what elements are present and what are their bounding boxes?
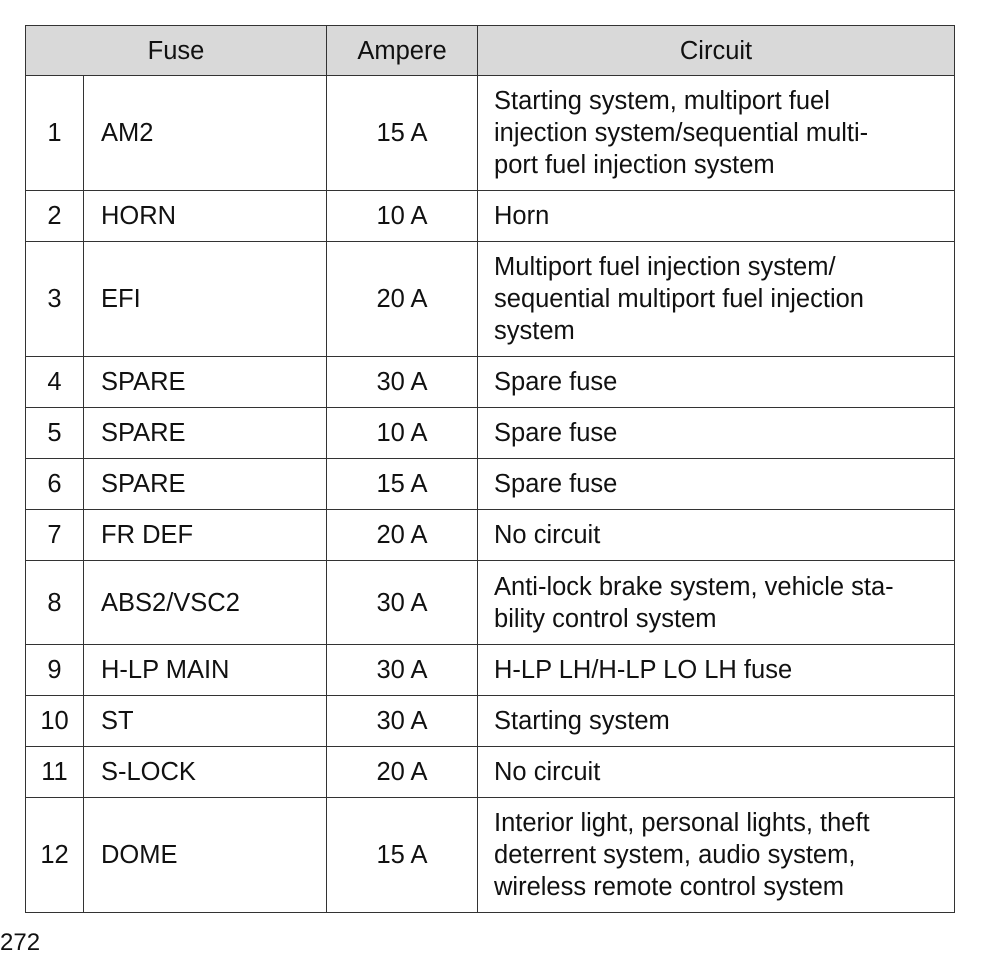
fuse-ampere: 20 A	[327, 510, 478, 561]
fuse-circuit	[478, 459, 955, 510]
fuse-number: 4	[26, 357, 84, 408]
fuse-name: AM2	[84, 76, 327, 191]
fuse-number: 3	[26, 242, 84, 357]
fuse-circuit	[478, 696, 955, 747]
fuse-number: 7	[26, 510, 84, 561]
table-row	[26, 408, 955, 459]
table-row	[26, 747, 955, 798]
table-row	[26, 76, 955, 191]
fuse-name: HORN	[84, 191, 327, 242]
circuit-line: Multiport fuel injection system/	[494, 253, 836, 281]
table-row	[26, 561, 955, 645]
fuse-ampere: 10 A	[327, 408, 478, 459]
circuit-line: Interior light, personal lights, theft	[494, 809, 870, 837]
fuse-table	[25, 25, 955, 913]
fuse-number: 8	[26, 561, 84, 645]
table-row	[26, 191, 955, 242]
fuse-number: 1	[26, 76, 84, 191]
header-fuse: Fuse	[26, 26, 327, 76]
page-number: 272	[0, 929, 41, 956]
table-row	[26, 696, 955, 747]
fuse-circuit	[478, 510, 955, 561]
fuse-ampere: 30 A	[327, 357, 478, 408]
fuse-name: EFI	[84, 242, 327, 357]
fuse-ampere: 20 A	[327, 747, 478, 798]
circuit-line: port fuel injection system	[494, 151, 775, 179]
fuse-name: FR DEF	[84, 510, 327, 561]
circuit-line: wireless remote control system	[494, 873, 845, 901]
fuse-circuit	[478, 561, 955, 645]
fuse-name: SPARE	[84, 408, 327, 459]
circuit-line: No circuit	[494, 758, 601, 786]
fuse-circuit	[478, 357, 955, 408]
header-row	[26, 26, 955, 76]
header-circuit: Circuit	[478, 26, 955, 76]
fuse-ampere: 30 A	[327, 696, 478, 747]
table-row	[26, 798, 955, 913]
fuse-ampere: 20 A	[327, 242, 478, 357]
fuse-ampere: 15 A	[327, 798, 478, 913]
fuse-name: SPARE	[84, 357, 327, 408]
table-body	[26, 76, 955, 913]
fuse-name: ABS2/VSC2	[84, 561, 327, 645]
table-row	[26, 357, 955, 408]
fuse-ampere: 30 A	[327, 645, 478, 696]
fuse-circuit	[478, 645, 955, 696]
fuse-ampere: 15 A	[327, 459, 478, 510]
fuse-circuit	[478, 242, 955, 357]
fuse-name: ST	[84, 696, 327, 747]
fuse-number: 10	[26, 696, 84, 747]
fuse-name: H-LP MAIN	[84, 645, 327, 696]
circuit-line: Spare fuse	[494, 470, 618, 498]
fuse-name: S-LOCK	[84, 747, 327, 798]
circuit-line: Spare fuse	[494, 368, 618, 396]
circuit-line: bility control system	[494, 604, 717, 633]
circuit-line: sequential multiport fuel injection	[494, 285, 864, 313]
fuse-circuit	[478, 191, 955, 242]
header-ampere: Ampere	[327, 26, 478, 76]
fuse-name: DOME	[84, 798, 327, 913]
fuse-ampere: 10 A	[327, 191, 478, 242]
circuit-line: injection system/sequential multi-	[494, 119, 869, 147]
fuse-number: 2	[26, 191, 84, 242]
fuse-number: 5	[26, 408, 84, 459]
table-row	[26, 242, 955, 357]
fuse-number: 12	[26, 798, 84, 913]
circuit-line: No circuit	[494, 521, 601, 549]
fuse-number: 9	[26, 645, 84, 696]
fuse-circuit	[478, 798, 955, 913]
fuse-number: 11	[26, 747, 84, 798]
fuse-ampere: 15 A	[327, 76, 478, 191]
fuse-number: 6	[26, 459, 84, 510]
table-row	[26, 510, 955, 561]
fuse-name: SPARE	[84, 459, 327, 510]
circuit-line: H-LP LH/H-LP LO LH fuse	[494, 656, 793, 684]
table-row	[26, 645, 955, 696]
circuit-line: Anti-lock brake system, vehicle sta-	[494, 572, 894, 601]
fuse-circuit	[478, 408, 955, 459]
fuse-circuit	[478, 76, 955, 191]
circuit-line: system	[494, 317, 575, 345]
circuit-line: Starting system, multiport fuel	[494, 87, 830, 115]
fuse-circuit	[478, 747, 955, 798]
circuit-line: Spare fuse	[494, 419, 618, 447]
circuit-line: deterrent system, audio system,	[494, 841, 856, 869]
circuit-line: Horn	[494, 202, 550, 230]
circuit-line: Starting system	[494, 707, 670, 735]
table-row	[26, 459, 955, 510]
fuse-ampere: 30 A	[327, 561, 478, 645]
